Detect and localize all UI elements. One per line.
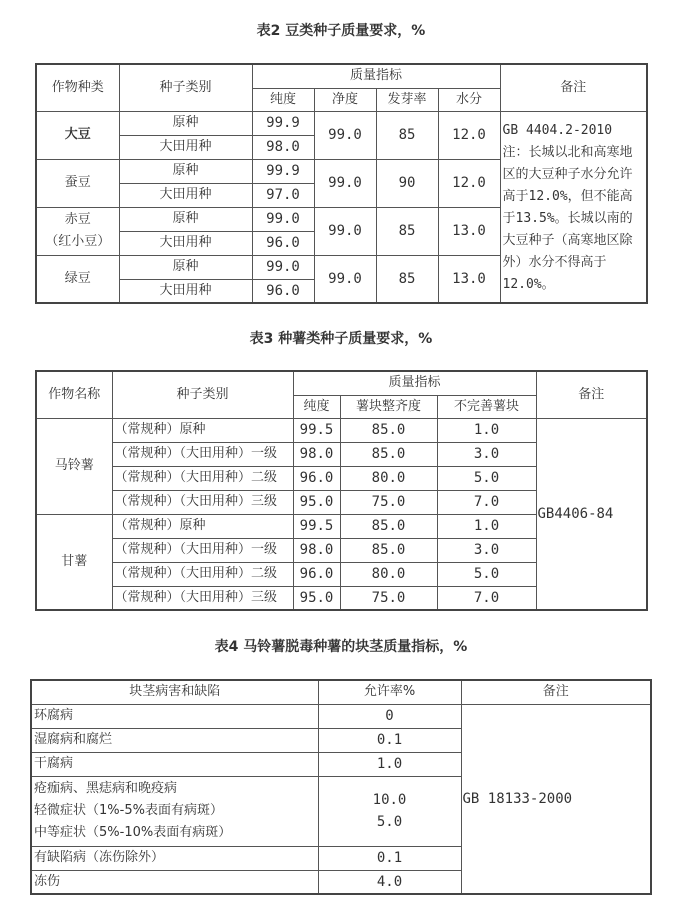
header-cleanliness: 净度 (314, 88, 376, 111)
crop-line: 赤豆 (64, 212, 91, 227)
imperfect-cell: 7.0 (437, 586, 536, 610)
purity-cell: 99.0 (252, 207, 314, 231)
imperfect-cell: 1.0 (437, 514, 536, 538)
rate-cell: 0 (318, 704, 461, 728)
header-seed-class: 种子类别 (112, 371, 293, 418)
header-purity: 纯度 (293, 395, 340, 418)
crop-cell (36, 207, 119, 255)
disease-cell: 干腐病 (31, 752, 318, 776)
crop-cell: 甘薯 (36, 514, 112, 610)
purity-cell: 99.9 (252, 159, 314, 183)
uniformity-cell: 80.0 (340, 562, 437, 586)
seed-class-cell: （常规种）（大田用种）三级 (112, 586, 293, 610)
purity-cell: 99.5 (293, 418, 340, 442)
header-moisture: 水分 (438, 88, 500, 111)
seed-class-cell: （常规种）（大田用种）一级 (112, 442, 293, 466)
seed-class-cell: （常规种）原种 (112, 514, 293, 538)
seed-class-cell: （常规种）（大田用种）二级 (112, 562, 293, 586)
header-purity: 纯度 (252, 88, 314, 111)
header-germination: 发芽率 (376, 88, 438, 111)
germination-cell: 85 (376, 111, 438, 159)
disease-cell: 湿腐病和腐烂 (31, 728, 318, 752)
purity-cell: 96.0 (252, 231, 314, 255)
remark-cell (500, 111, 647, 303)
purity-cell: 96.0 (293, 562, 340, 586)
rate-cell (318, 776, 461, 846)
seed-class-cell: （常规种）（大田用种）一级 (112, 538, 293, 562)
germination-cell: 85 (376, 255, 438, 303)
purity-cell: 96.0 (293, 466, 340, 490)
seed-class-cell: 原种 (119, 207, 252, 231)
germination-cell: 85 (376, 207, 438, 255)
disease-cell: 冻伤 (31, 870, 318, 894)
moisture-cell: 13.0 (438, 255, 500, 303)
purity-cell: 95.0 (293, 490, 340, 514)
header-crop: 作物种类 (36, 64, 119, 111)
seed-class-cell: 大田用种 (119, 183, 252, 207)
disease-line: 轻微症状（1%-5%表面有病斑） (34, 803, 223, 818)
cleanliness-cell: 99.0 (314, 111, 376, 159)
header-remarks: 备注 (461, 680, 651, 704)
crop-cell: 蚕豆 (36, 159, 119, 207)
purity-cell: 99.5 (293, 514, 340, 538)
seed-class-cell: （常规种）（大田用种）三级 (112, 490, 293, 514)
rate-cell: 0.1 (318, 728, 461, 752)
seed-class-cell: （常规种）原种 (112, 418, 293, 442)
disease-line: 疮痂病、黑痣病和晚疫病 (34, 781, 178, 796)
purity-cell: 98.0 (252, 135, 314, 159)
purity-cell: 99.9 (252, 111, 314, 135)
remark-cell: GB 18133-2000 (461, 704, 651, 894)
uniformity-cell: 80.0 (340, 466, 437, 490)
remark-cell: GB4406-84 (536, 418, 647, 610)
table3 (35, 370, 648, 611)
rate-line: 10.0 (372, 792, 407, 808)
header-rate: 允许率% (318, 680, 461, 704)
crop-line: （红小豆） (45, 234, 111, 249)
crop-cell: 绿豆 (36, 255, 119, 303)
seed-class-cell: 原种 (119, 111, 252, 135)
imperfect-cell: 5.0 (437, 466, 536, 490)
moisture-cell: 12.0 (438, 111, 500, 159)
seed-class-cell: 大田用种 (119, 135, 252, 159)
uniformity-cell: 85.0 (340, 538, 437, 562)
purity-cell: 96.0 (252, 279, 314, 303)
crop-cell: 马铃薯 (36, 418, 112, 514)
germination-cell: 90 (376, 159, 438, 207)
header-seed-class: 种子类别 (119, 64, 252, 111)
purity-cell: 97.0 (252, 183, 314, 207)
seed-class-cell: 大田用种 (119, 231, 252, 255)
header-crop: 作物名称 (36, 371, 112, 418)
uniformity-cell: 75.0 (340, 490, 437, 514)
seed-class-cell: 大田用种 (119, 279, 252, 303)
seed-class-cell: 原种 (119, 159, 252, 183)
uniformity-cell: 85.0 (340, 514, 437, 538)
table2 (35, 63, 648, 304)
remark-text: GB 4404.2-2010 注：长城以北和高寒地区的大豆种子水分允许高于12.0%，但不能高于13.5%。长城以南的大豆种子（高寒地区除外）水分不得高于12.0%。 (502, 122, 633, 292)
imperfect-cell: 5.0 (437, 562, 536, 586)
disease-cell: 有缺陷病（冻伤除外） (31, 846, 318, 870)
header-quality: 质量指标 (252, 64, 500, 88)
table4 (30, 679, 652, 895)
rate-line: 5.0 (376, 814, 403, 830)
header-disease: 块茎病害和缺陷 (31, 680, 318, 704)
disease-cell (31, 776, 318, 846)
disease-line: 中等症状（5%-10%表面有病斑） (34, 825, 232, 840)
disease-cell: 环腐病 (31, 704, 318, 728)
table4-title: 表4 马铃薯脱毒种薯的块茎质量指标，% (214, 639, 468, 655)
rate-cell: 0.1 (318, 846, 461, 870)
rate-cell: 4.0 (318, 870, 461, 894)
seed-class-cell: （常规种）（大田用种）二级 (112, 466, 293, 490)
cleanliness-cell: 99.0 (314, 159, 376, 207)
moisture-cell: 13.0 (438, 207, 500, 255)
moisture-cell: 12.0 (438, 159, 500, 207)
header-imperfect: 不完善薯块 (437, 395, 536, 418)
purity-cell: 95.0 (293, 586, 340, 610)
imperfect-cell: 1.0 (437, 418, 536, 442)
imperfect-cell: 7.0 (437, 490, 536, 514)
purity-cell: 98.0 (293, 538, 340, 562)
purity-cell: 98.0 (293, 442, 340, 466)
uniformity-cell: 75.0 (340, 586, 437, 610)
imperfect-cell: 3.0 (437, 538, 536, 562)
header-remarks: 备注 (500, 64, 647, 111)
header-quality: 质量指标 (293, 371, 536, 395)
uniformity-cell: 85.0 (340, 418, 437, 442)
rate-cell: 1.0 (318, 752, 461, 776)
uniformity-cell: 85.0 (340, 442, 437, 466)
seed-class-cell: 原种 (119, 255, 252, 279)
header-remarks: 备注 (536, 371, 647, 418)
table2-title: 表2 豆类种子质量要求，% (256, 23, 426, 39)
table3-title: 表3 种薯类种子质量要求，% (249, 331, 433, 347)
header-uniformity: 薯块整齐度 (340, 395, 437, 418)
cleanliness-cell: 99.0 (314, 255, 376, 303)
purity-cell: 99.0 (252, 255, 314, 279)
crop-cell: 大豆 (36, 111, 119, 159)
cleanliness-cell: 99.0 (314, 207, 376, 255)
imperfect-cell: 3.0 (437, 442, 536, 466)
